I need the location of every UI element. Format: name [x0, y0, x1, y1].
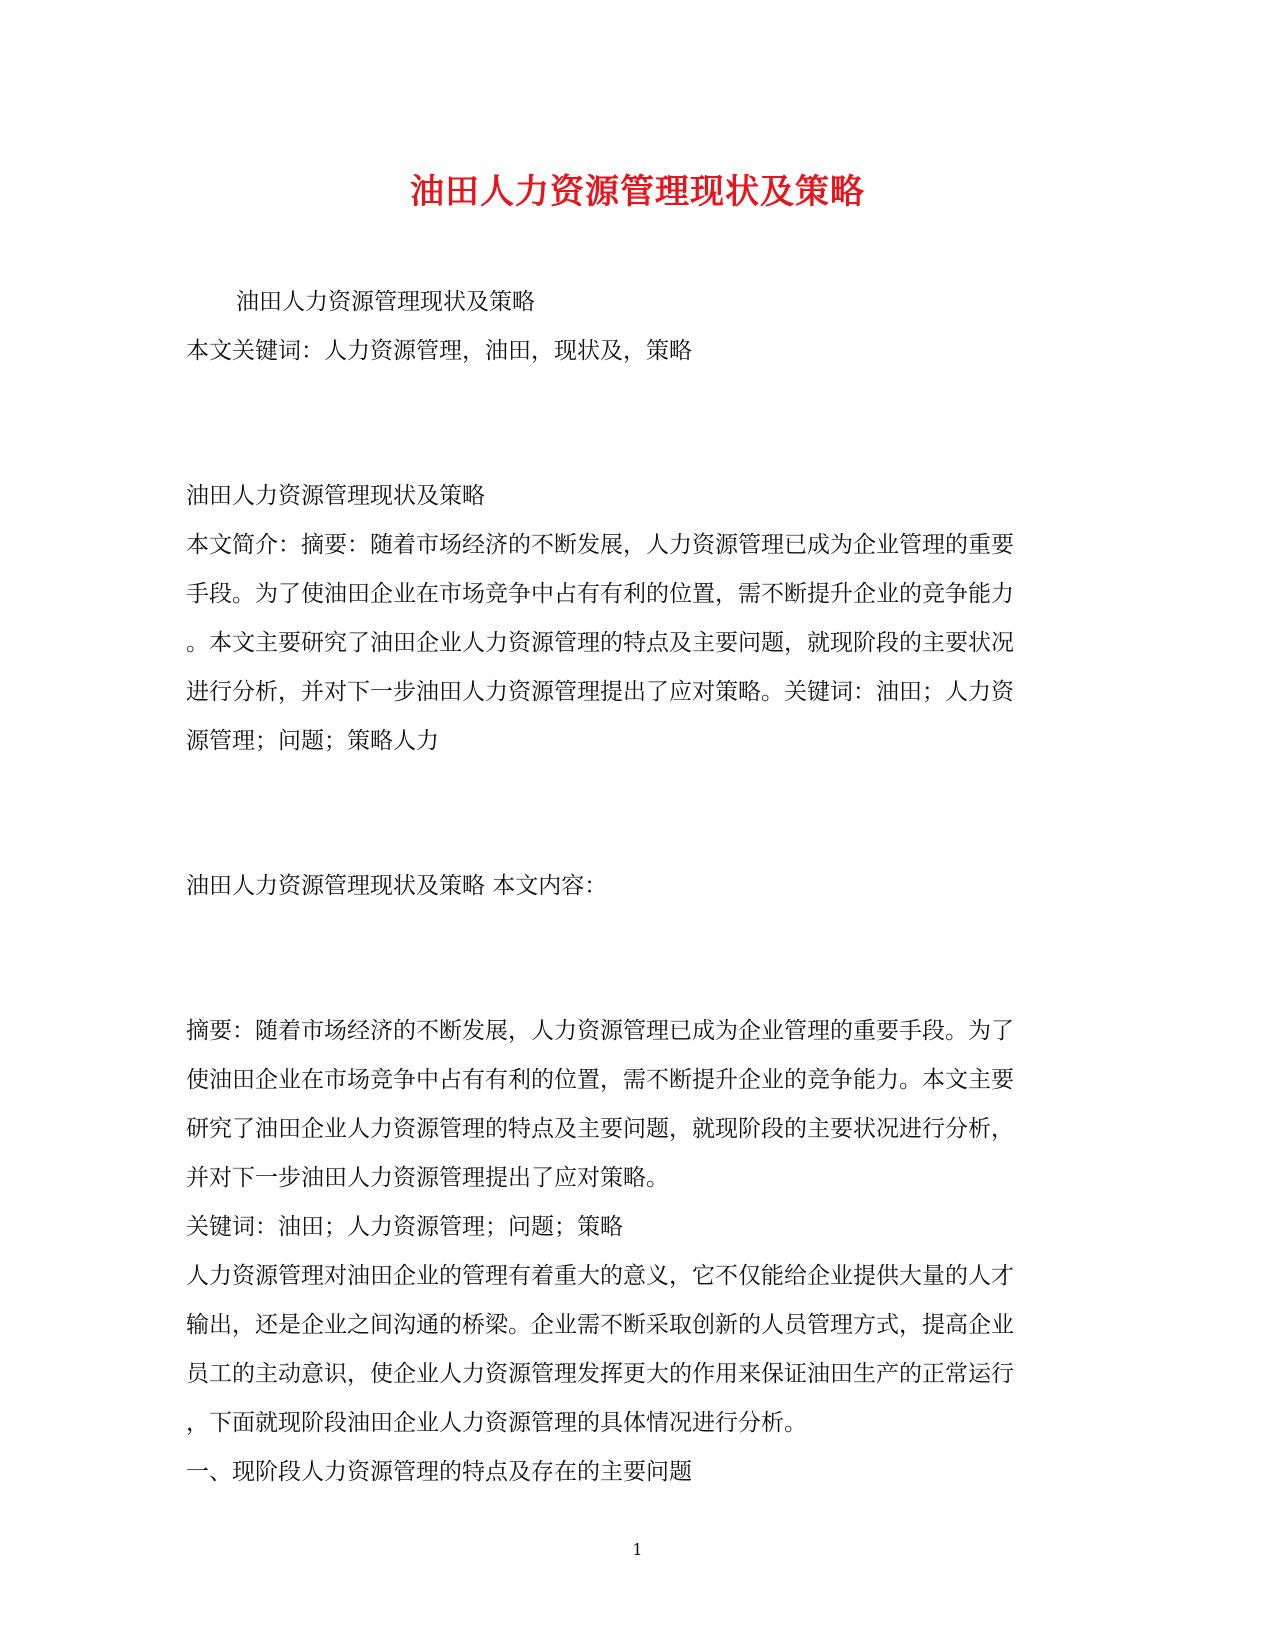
- abstract-line: 使油田企业在市场竞争中占有有利的位置，需不断提升企业的竞争能力。本文主要: [186, 1067, 1014, 1093]
- spacer: [186, 911, 1086, 1007]
- abstract-line: 并对下一步油田人力资源管理提出了应对策略。: [186, 1165, 669, 1191]
- paragraph-line: 输出，还是企业之间沟通的桥梁。企业需不断采取创新的人员管理方式，提高企业: [186, 1312, 1014, 1338]
- intro-line: 源管理；问题；策略人力: [186, 728, 439, 754]
- keywords-line-2: 关键词：油田；人力资源管理；问题；策略: [186, 1214, 623, 1240]
- section-title: 油田人力资源管理现状及策略: [186, 483, 485, 509]
- intro-line: 手段。为了使油田企业在市场竞争中占有有利的位置，需不断提升企业的竞争能力: [186, 581, 1014, 607]
- subtitle: 油田人力资源管理现状及策略: [236, 289, 535, 315]
- intro-line: 进行分析，并对下一步油田人力资源管理提出了应对策略。关键词：油田；人力资: [186, 679, 1014, 705]
- document-body: [186, 278, 1086, 1497]
- abstract-line: 研究了油田企业人力资源管理的特点及主要问题，就现阶段的主要状况进行分析，: [186, 1116, 1014, 1142]
- paragraph-line: 人力资源管理对油田企业的管理有着重大的意义，它不仅能给企业提供大量的人才: [186, 1263, 1014, 1289]
- keywords-line: 本文关键词：人力资源管理，油田，现状及，策略: [186, 338, 692, 364]
- spacer: [186, 376, 1086, 472]
- content-heading: 油田人力资源管理现状及策略 本文内容：: [186, 873, 608, 899]
- spacer: [186, 766, 1086, 862]
- abstract-line: 摘要：随着市场经济的不断发展，人力资源管理已成为企业管理的重要手段。为了: [186, 1018, 1014, 1044]
- intro-line: 。本文主要研究了油田企业人力资源管理的特点及主要问题，就现阶段的主要状况: [186, 630, 1014, 656]
- document-title: 油田人力资源管理现状及策略: [410, 172, 865, 212]
- page-number: 1: [632, 1540, 643, 1559]
- intro-line: 本文简介：摘要：随着市场经济的不断发展，人力资源管理已成为企业管理的重要: [186, 532, 1014, 558]
- abstract-paragraph: [186, 1007, 1086, 1203]
- paragraph-line: 员工的主动意识，使企业人力资源管理发挥更大的作用来保证油田生产的正常运行: [186, 1361, 1014, 1387]
- paragraph-line: ，下面就现阶段油田企业人力资源管理的具体情况进行分析。: [186, 1410, 807, 1436]
- body-paragraph: [186, 1252, 1086, 1448]
- section-heading: 一、现阶段人力资源管理的特点及存在的主要问题: [186, 1459, 692, 1485]
- intro-paragraph: [186, 521, 1086, 766]
